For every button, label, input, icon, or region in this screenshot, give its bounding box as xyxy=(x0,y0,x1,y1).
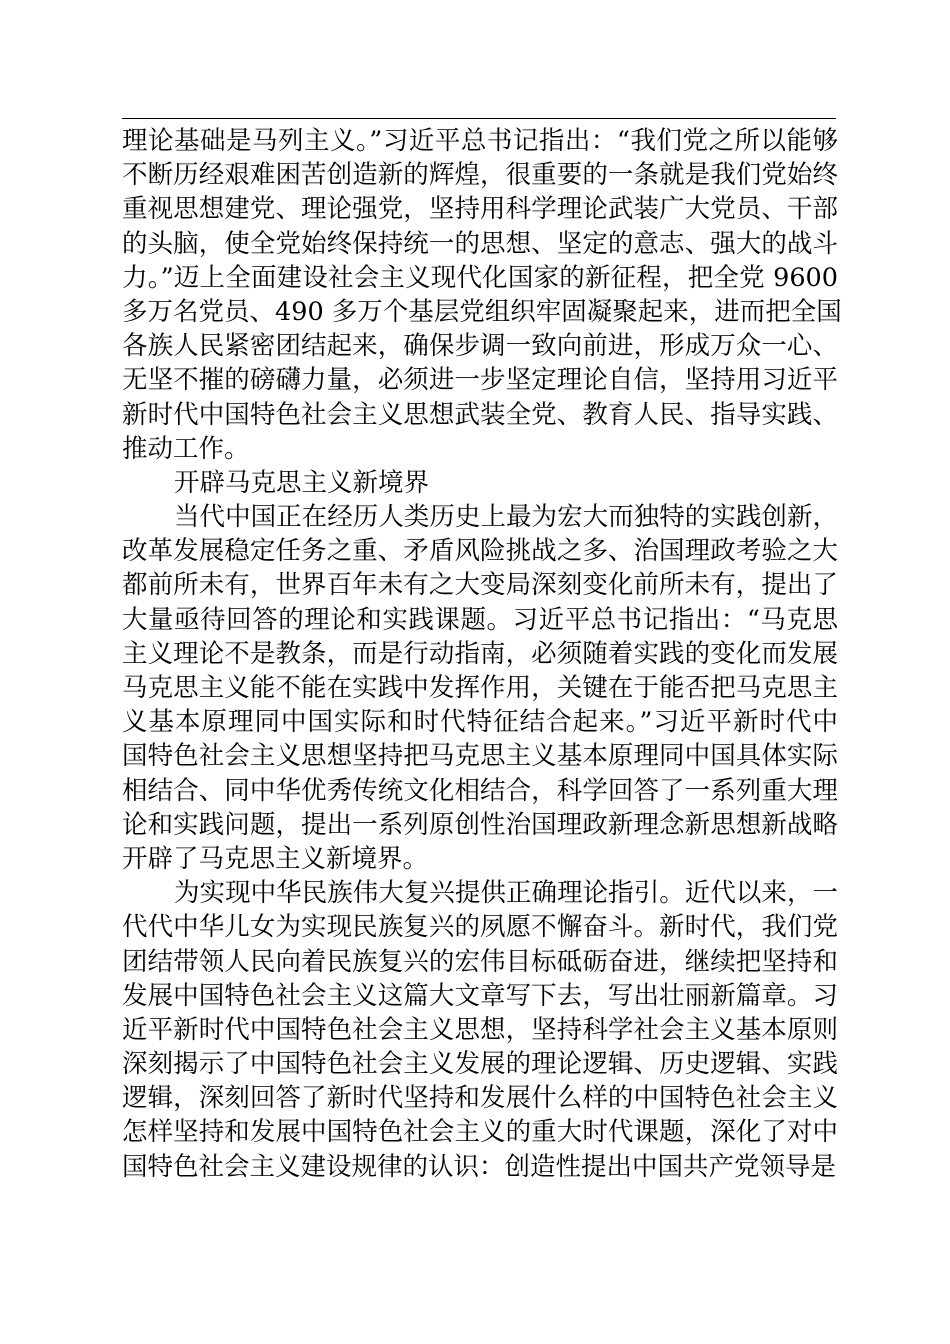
text-line: 团结带领人民向着民族复兴的宏伟目标砥砺奋进，继续把坚持和 xyxy=(122,946,838,977)
text-line: 为实现中华民族伟大复兴提供正确理论指引。近代以来，一 xyxy=(174,878,838,909)
text-line: 力。”迈上全面建设社会主义现代化国家的新征程，把全党 9600 xyxy=(122,262,838,293)
body-text xyxy=(122,124,842,1184)
text-line: 不断历经艰难困苦创造新的辉煌，很重要的一条就是我们党始终 xyxy=(122,160,838,191)
text-line: 开辟马克思主义新境界 xyxy=(174,467,430,498)
text-line: 重视思想建党、理论强党，坚持用科学理论武装广大党员、干部 xyxy=(122,194,838,225)
text-line: 近平新时代中国特色社会主义思想，坚持科学社会主义基本原则 xyxy=(122,1014,838,1045)
text-line: 新时代中国特色社会主义思想武装全党、教育人民、指导实践、 xyxy=(122,399,838,430)
text-line: 推动工作。 xyxy=(122,433,250,464)
text-line: 义基本原理同中国实际和时代特征结合起来。”习近平新时代中 xyxy=(122,707,838,738)
paragraph xyxy=(122,124,842,466)
paragraph xyxy=(122,500,838,876)
text-line: 改革发展稳定任务之重、矛盾风险挑战之多、治国理政考验之大 xyxy=(122,536,838,567)
text-line: 开辟了马克思主义新境界。 xyxy=(122,843,429,874)
text-line: 大量亟待回答的理论和实践课题。习近平总书记指出：“马克思 xyxy=(122,604,838,635)
text-line: 逻辑，深刻回答了新时代坚持和发展什么样的中国特色社会主义 xyxy=(122,1083,838,1114)
text-line: 代代中华儿女为实现民族复兴的夙愿不懈奋斗。新时代，我们党 xyxy=(122,912,838,943)
text-line: 多万名党员、490 多万个基层党组织牢固凝聚起来，进而把全国 xyxy=(122,296,842,327)
text-line: 深刻揭示了中国特色社会主义发展的理论逻辑、历史逻辑、实践 xyxy=(122,1049,838,1080)
text-line: 无坚不摧的磅礴力量，必须进一步坚定理论自信，坚持用习近平 xyxy=(122,365,838,396)
text-line: 发展中国特色社会主义这篇大文章写下去，写出壮丽新篇章。习 xyxy=(122,980,838,1011)
text-line: 当代中国正在经历人类历史上最为宏大而独特的实践创新， xyxy=(174,502,838,533)
text-line: 各族人民紧密团结起来，确保步调一致向前进，形成万众一心、 xyxy=(122,331,838,362)
text-line: 国特色社会主义思想坚持把马克思主义基本原理同中国具体实际 xyxy=(122,741,838,772)
text-line: 主义理论不是教条，而是行动指南，必须随着实践的变化而发展 xyxy=(122,638,838,669)
text-line: 论和实践问题，提出一系列原创性治国理政新理念新思想新战略 xyxy=(122,809,838,840)
section-heading xyxy=(122,466,838,500)
text-line: 理论基础是马列主义。”习近平总书记指出：“我们党之所以能够 xyxy=(122,126,838,156)
header-rule xyxy=(122,118,836,119)
text-line: 都前所未有，世界百年未有之大变局深刻变化前所未有，提出了 xyxy=(122,570,838,601)
text-line: 马克思主义能不能在实践中发挥作用，关键在于能否把马克思主 xyxy=(122,673,838,703)
text-line: 相结合、同中华优秀传统文化相结合，科学回答了一系列重大理 xyxy=(122,775,838,806)
text-line: 怎样坚持和发展中国特色社会主义的重大时代课题，深化了对中 xyxy=(122,1117,838,1148)
text-line: 国特色社会主义建设规律的认识：创造性提出中国共产党领导是 xyxy=(122,1151,837,1182)
text-line: 的头脑，使全党始终保持统一的思想、坚定的意志、强大的战斗 xyxy=(122,228,838,259)
paragraph xyxy=(122,876,838,1184)
